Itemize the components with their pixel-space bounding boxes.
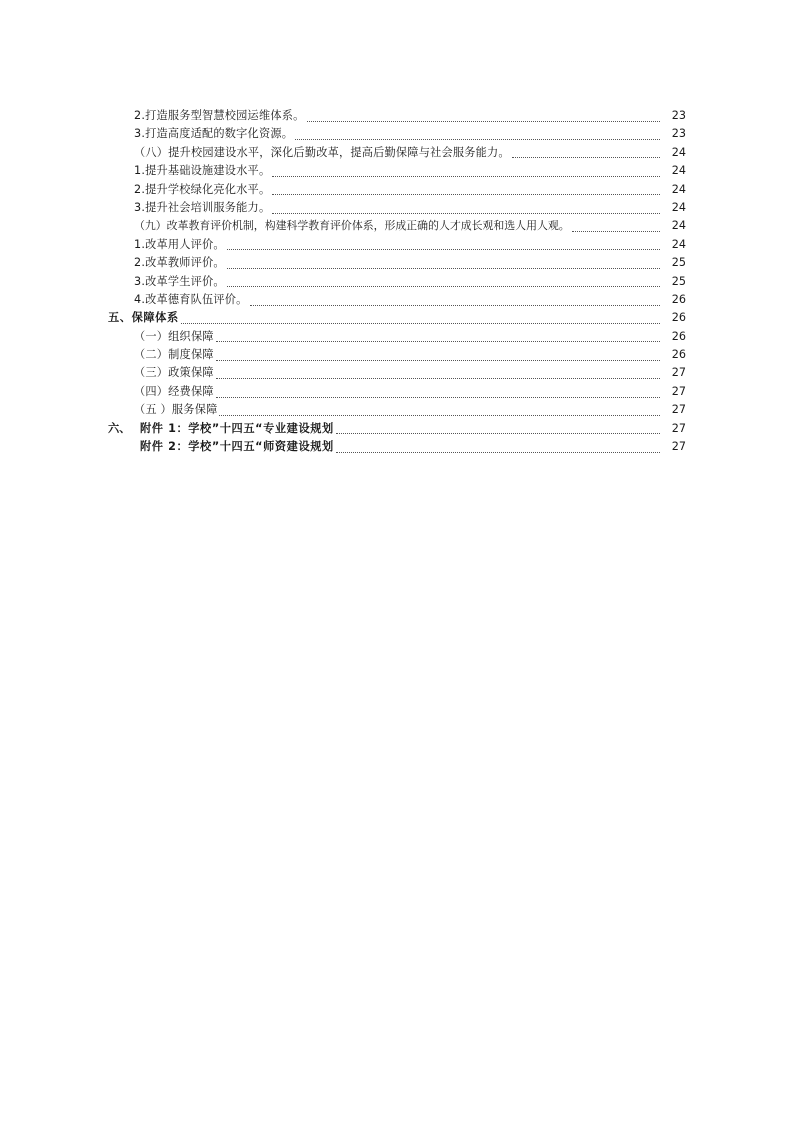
- toc-section-heading[interactable]: [0, 438, 686, 456]
- toc-entry[interactable]: [0, 346, 686, 364]
- toc-entry[interactable]: [0, 236, 686, 254]
- toc-entry-label: （一）组织保障: [134, 329, 214, 343]
- dot-leader: [336, 451, 660, 453]
- toc-entry-label: 1.提升基础设施建设水平。: [134, 164, 271, 178]
- toc-entry-label: 4.改革德育队伍评价。: [134, 292, 248, 306]
- toc-entry[interactable]: [0, 125, 686, 143]
- dot-leader: [216, 396, 660, 398]
- toc-entry-label: 3.打造高度适配的数字化资源。: [134, 127, 294, 141]
- toc-entry-page: 24: [671, 145, 686, 159]
- dot-leader: [227, 248, 660, 250]
- toc-entry[interactable]: [0, 162, 686, 180]
- dot-leader: [336, 432, 660, 434]
- table-of-contents: [0, 107, 793, 456]
- toc-entry[interactable]: [0, 273, 686, 291]
- dot-leader: [250, 304, 660, 306]
- toc-entry-label: （四）经费保障: [134, 384, 214, 398]
- toc-entry-page: 26: [671, 348, 686, 362]
- dot-leader: [272, 193, 660, 195]
- toc-entry[interactable]: [0, 107, 686, 125]
- toc-entry-label: （九）改革教育评价机制，构建科学教育评价体系，形成正确的人才成长观和选人用人观。: [134, 219, 570, 233]
- toc-section-heading[interactable]: [0, 309, 686, 327]
- toc-entry[interactable]: [0, 254, 686, 272]
- toc-entry[interactable]: [0, 291, 686, 309]
- toc-entry-label: 附件 2：学校”十四五“师资建设规划: [140, 440, 334, 454]
- toc-entry-page: 26: [671, 311, 686, 325]
- dot-leader: [216, 340, 660, 342]
- toc-entry-page: 23: [671, 127, 686, 141]
- toc-entry-label: 3.改革学生评价。: [134, 274, 225, 288]
- toc-entry-page: 24: [671, 219, 686, 233]
- dot-leader: [216, 359, 660, 361]
- toc-entry-page: 27: [671, 384, 686, 398]
- dot-leader: [227, 267, 660, 269]
- toc-entry-label: （三）政策保障: [134, 366, 214, 380]
- dot-leader: [227, 285, 660, 287]
- toc-entry-label: （二）制度保障: [134, 348, 214, 362]
- dot-leader: [219, 414, 660, 416]
- dot-leader: [181, 322, 660, 324]
- dot-leader: [216, 377, 660, 379]
- toc-entry[interactable]: [0, 181, 686, 199]
- toc-entry-page: 26: [671, 292, 686, 306]
- toc-entry-page: 23: [671, 109, 686, 122]
- toc-entry-label: 五、保障体系: [108, 311, 179, 325]
- toc-entry-page: 27: [671, 440, 686, 454]
- toc-entry-page: 27: [671, 366, 686, 380]
- toc-entry-label: 2.改革教师评价。: [134, 256, 225, 270]
- toc-entry-page: 26: [671, 329, 686, 343]
- toc-entry[interactable]: [0, 217, 686, 235]
- dot-leader: [272, 212, 660, 214]
- dot-leader: [307, 120, 661, 122]
- toc-entry-label: 2.提升学校绿化亮化水平。: [134, 182, 271, 196]
- toc-entry-label: 附件 1：学校”十四五“专业建设规划: [140, 421, 334, 435]
- toc-entry-page: 24: [671, 182, 686, 196]
- toc-entry-page: 27: [671, 421, 686, 435]
- toc-entry-page: 24: [671, 237, 686, 251]
- toc-entry[interactable]: [0, 199, 686, 217]
- toc-entry-page: 24: [671, 200, 686, 214]
- toc-entry-page: 25: [671, 256, 686, 270]
- toc-entry[interactable]: [0, 364, 686, 382]
- dot-leader: [295, 138, 660, 140]
- dot-leader: [272, 175, 660, 177]
- toc-entry-label: 1.改革用人评价。: [134, 237, 225, 251]
- toc-entry-label: 3.提升社会培训服务能力。: [134, 200, 271, 214]
- dot-leader: [512, 156, 660, 158]
- toc-entry[interactable]: [0, 383, 686, 401]
- toc-section-number: 六、: [108, 421, 131, 435]
- toc-entry[interactable]: [0, 401, 686, 419]
- toc-entry-page: 25: [671, 274, 686, 288]
- toc-entry[interactable]: [0, 144, 686, 162]
- toc-entry[interactable]: [0, 328, 686, 346]
- toc-entry-label: （八）提升校园建设水平，深化后勤改革，提高后勤保障与社会服务能力。: [134, 145, 510, 159]
- dot-leader: [572, 230, 660, 232]
- toc-section-heading[interactable]: [0, 420, 686, 438]
- toc-entry-label: （五 ）服务保障: [134, 403, 218, 417]
- toc-entry-page: 24: [671, 164, 686, 178]
- toc-entry-page: 27: [671, 403, 686, 417]
- toc-entry-label: 2.打造服务型智慧校园运维体系。: [134, 109, 305, 122]
